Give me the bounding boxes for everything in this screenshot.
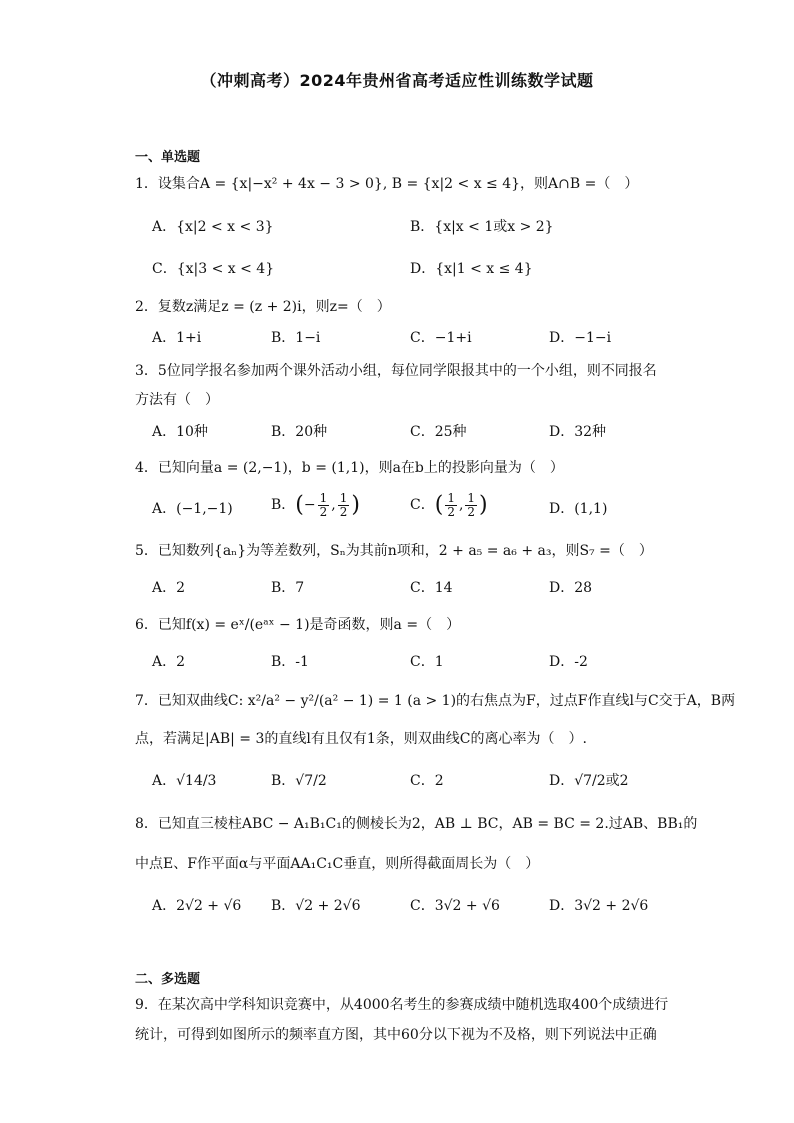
q1-option-a: A．{x|2 < x < 3} bbox=[152, 219, 274, 235]
q2-option-b: B．1−i bbox=[271, 330, 321, 346]
q4-option-b: B．(− $\frac{1}{2}$ , $\frac{1}{2}$ ) bbox=[271, 491, 360, 519]
question-8-line-1: 8．已知直三棱柱ABC − A₁B₁C₁的侧棱长为2，AB ⊥ BC，AB = BC = 2.过AB、BB₁的 bbox=[135, 816, 698, 832]
q5-option-d: D．28 bbox=[549, 580, 593, 596]
q8-option-c: C．3√2 + √6 bbox=[410, 898, 500, 914]
q4-option-d: D．(1,1) bbox=[549, 501, 608, 517]
question-6: 6．已知f(x) = eˣ/(eᵃˣ − 1)是奇函数，则a =（ ） bbox=[135, 617, 461, 633]
q1-option-d: D．{x|1 < x ≤ 4} bbox=[410, 261, 533, 277]
q5-option-a: A．2 bbox=[152, 580, 186, 596]
q8-option-d: D．3√2 + 2√6 bbox=[549, 898, 649, 914]
q3-option-c: C．25种 bbox=[410, 424, 467, 440]
q6-option-a: A．2 bbox=[152, 654, 186, 670]
q7-option-a: A．√14/3 bbox=[152, 773, 217, 789]
question-2: 2．复数z满足z = (z + 2)i，则z=（ ） bbox=[135, 299, 391, 315]
question-8-line-2: 中点E、F作平面α与平面AA₁C₁C垂直，则所得截面周长为（ ） bbox=[135, 856, 540, 872]
q2-option-d: D．−1−i bbox=[549, 330, 612, 346]
q3-option-b: B．20种 bbox=[271, 424, 328, 440]
q7-option-b: B．√7/2 bbox=[271, 773, 327, 789]
question-7-line-1: 7．已知双曲线C: x²/a² − y²/(a² − 1) = 1 (a > 1)的右焦点为F，过点F作直线l与C交于A，B两 bbox=[135, 693, 736, 709]
question-7-line-2: 点，若满足|AB| = 3的直线l有且仅有1条，则双曲线C的离心率为（ ）. bbox=[135, 731, 587, 747]
question-5: 5．已知数列{aₙ}为等差数列，Sₙ为其前n项和，2 + a₅ = a₆ + a₃，则S₇ =（ ） bbox=[135, 543, 653, 559]
q7-option-d: D．√7/2或2 bbox=[549, 773, 629, 789]
section-single-choice: 一、单选题 bbox=[135, 150, 201, 165]
q2-option-c: C．−1+i bbox=[410, 330, 472, 346]
q4-option-b-label: B． bbox=[271, 497, 296, 514]
question-1: 1．设集合A = {x|−x² + 4x − 3 > 0}, B = {x|2 < x ≤ 4}，则A∩B =（ ） bbox=[135, 176, 639, 192]
question-3-line-2: 方法有（ ） bbox=[135, 392, 219, 408]
q7-option-c: C．2 bbox=[410, 773, 444, 789]
q6-option-b: B．-1 bbox=[271, 654, 309, 670]
question-3-line-1: 3．5位同学报名参加两个课外活动小组，每位同学限报其中的一个小组，则不同报名 bbox=[135, 363, 657, 379]
q1-option-b: B．{x|x < 1或x > 2} bbox=[410, 219, 554, 235]
q8-option-a: A．2√2 + √6 bbox=[152, 898, 242, 914]
q8-option-b: B．√2 + 2√6 bbox=[271, 898, 361, 914]
question-9-line-1: 9．在某次高中学科知识竞赛中，从4000名考生的参赛成绩中随机选取400个成绩进行 bbox=[135, 997, 669, 1013]
q5-option-c: C．14 bbox=[410, 580, 453, 596]
section-multiple-choice: 二、多选题 bbox=[135, 972, 201, 987]
q6-option-d: D．-2 bbox=[549, 654, 588, 670]
q3-option-d: D．32种 bbox=[549, 424, 607, 440]
q4-option-c: C．( $\frac{1}{2}$ , $\frac{1}{2}$ ) bbox=[410, 491, 488, 519]
q5-option-b: B．7 bbox=[271, 580, 305, 596]
q6-option-c: C．1 bbox=[410, 654, 444, 670]
question-4: 4．已知向量a = (2,−1)，b = (1,1)，则a在b上的投影向量为（ ） bbox=[135, 460, 564, 476]
q4-option-c-label: C． bbox=[410, 497, 435, 514]
question-9-line-2: 统计，可得到如图所示的频率直方图，其中60分以下视为不及格，则下列说法中正确 bbox=[135, 1027, 657, 1043]
q2-option-a: A．1+i bbox=[152, 330, 202, 346]
q3-option-a: A．10种 bbox=[152, 424, 208, 440]
page-title: （冲刺高考）2024年贵州省高考适应性训练数学试题 bbox=[200, 71, 594, 90]
q1-option-c: C．{x|3 < x < 4} bbox=[152, 261, 275, 277]
q4-option-a: A．(−1,−1) bbox=[152, 501, 233, 517]
